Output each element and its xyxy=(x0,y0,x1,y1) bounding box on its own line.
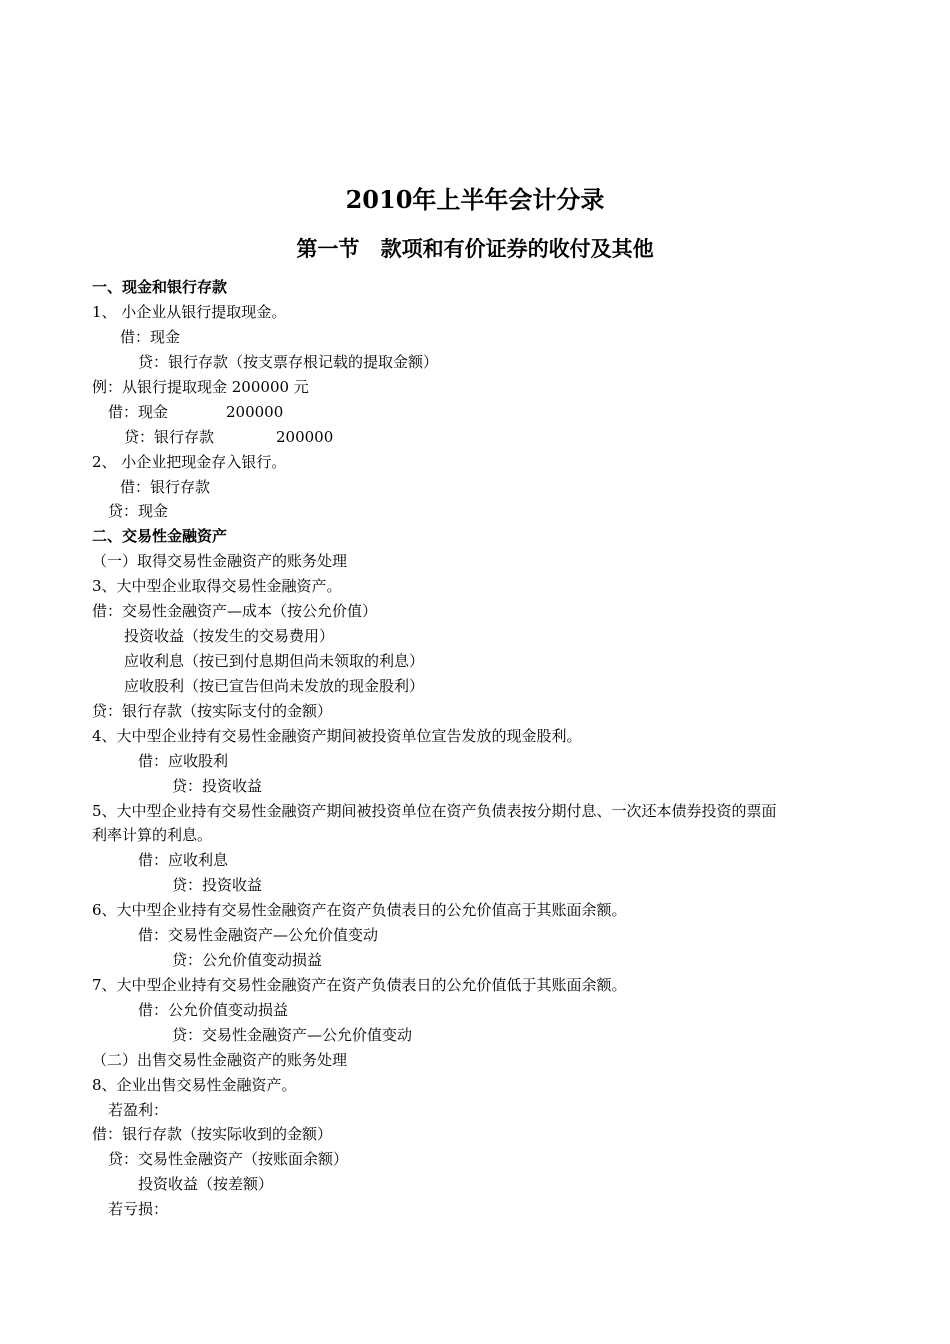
section-title: 第一节 款项和有价证券的收付及其他 xyxy=(296,236,654,261)
case-loss: 若亏损： xyxy=(108,1200,169,1218)
heading-cash-and-bank: 一、现金和银行存款 xyxy=(92,278,228,296)
case-profit: 若盈利： xyxy=(108,1101,169,1119)
entry-debit: 借：现金 xyxy=(120,328,181,346)
entry-debit: 借：应收利息 xyxy=(138,851,229,869)
entry-debit: 借：银行存款 xyxy=(120,478,211,496)
subheading-acquisition: （一）取得交易性金融资产的账务处理 xyxy=(92,552,348,570)
entry-debit: 借：银行存款（按实际收到的金额） xyxy=(92,1125,333,1143)
entry-credit: 贷：银行存款（按支票存根记载的提取金额） xyxy=(138,353,439,371)
document-title: 2010年上半年会计分录 xyxy=(345,185,605,214)
subheading-disposal: （二）出售交易性金融资产的账务处理 xyxy=(92,1051,348,1069)
entry-debit: 借：应收股利 xyxy=(138,752,229,770)
entry-credit: 贷：银行存款（按实际支付的金额） xyxy=(92,702,333,720)
item-1: 1、 小企业从银行提取现金。 xyxy=(92,303,287,321)
item-5: 5、大中型企业持有交易性金融资产期间被投资单位在资产负债表按分期付息、一次还本债券投资的票面 xyxy=(92,802,777,820)
entry-credit: 贷：银行存款 xyxy=(124,428,215,446)
item-3: 3、大中型企业取得交易性金融资产。 xyxy=(92,577,342,595)
item-7: 7、大中型企业持有交易性金融资产在资产负债表日的公允价值低于其账面余额。 xyxy=(92,976,627,994)
example-line: 例：从银行提取现金 200000 元 xyxy=(92,378,309,396)
entry-debit-sub: 投资收益（按发生的交易费用） xyxy=(124,627,335,645)
entry-credit: 贷：现金 xyxy=(108,502,169,520)
entry-credit: 贷：交易性金融资产—公允价值变动 xyxy=(172,1026,413,1044)
entry-debit: 借：交易性金融资产—成本（按公允价值） xyxy=(92,602,378,620)
entry-amount: 200000 xyxy=(276,428,334,446)
item-5-continued: 利率计算的利息。 xyxy=(92,826,213,844)
entry-debit: 借：现金 xyxy=(108,403,169,421)
heading-trading-financial-assets: 二、交易性金融资产 xyxy=(92,527,228,545)
entry-debit: 借：交易性金融资产—公允价值变动 xyxy=(138,926,379,944)
entry-amount: 200000 xyxy=(226,403,284,421)
entry-credit-sub: 投资收益（按差额） xyxy=(138,1175,274,1193)
item-8: 8、企业出售交易性金融资产。 xyxy=(92,1076,297,1094)
entry-credit: 贷：投资收益 xyxy=(172,777,263,795)
item-6: 6、大中型企业持有交易性金融资产在资产负债表日的公允价值高于其账面余额。 xyxy=(92,901,627,919)
entry-debit-sub: 应收利息（按已到付息期但尚未领取的利息） xyxy=(124,652,425,670)
entry-credit: 贷：投资收益 xyxy=(172,876,263,894)
item-4: 4、大中型企业持有交易性金融资产期间被投资单位宣告发放的现金股利。 xyxy=(92,727,582,745)
entry-credit: 贷：交易性金融资产（按账面余额） xyxy=(108,1150,349,1168)
item-2: 2、 小企业把现金存入银行。 xyxy=(92,453,287,471)
entry-credit: 贷：公允价值变动损益 xyxy=(172,951,323,969)
entry-debit: 借：公允价值变动损益 xyxy=(138,1001,289,1019)
entry-debit-sub: 应收股利（按已宣告但尚未发放的现金股利） xyxy=(124,677,425,695)
